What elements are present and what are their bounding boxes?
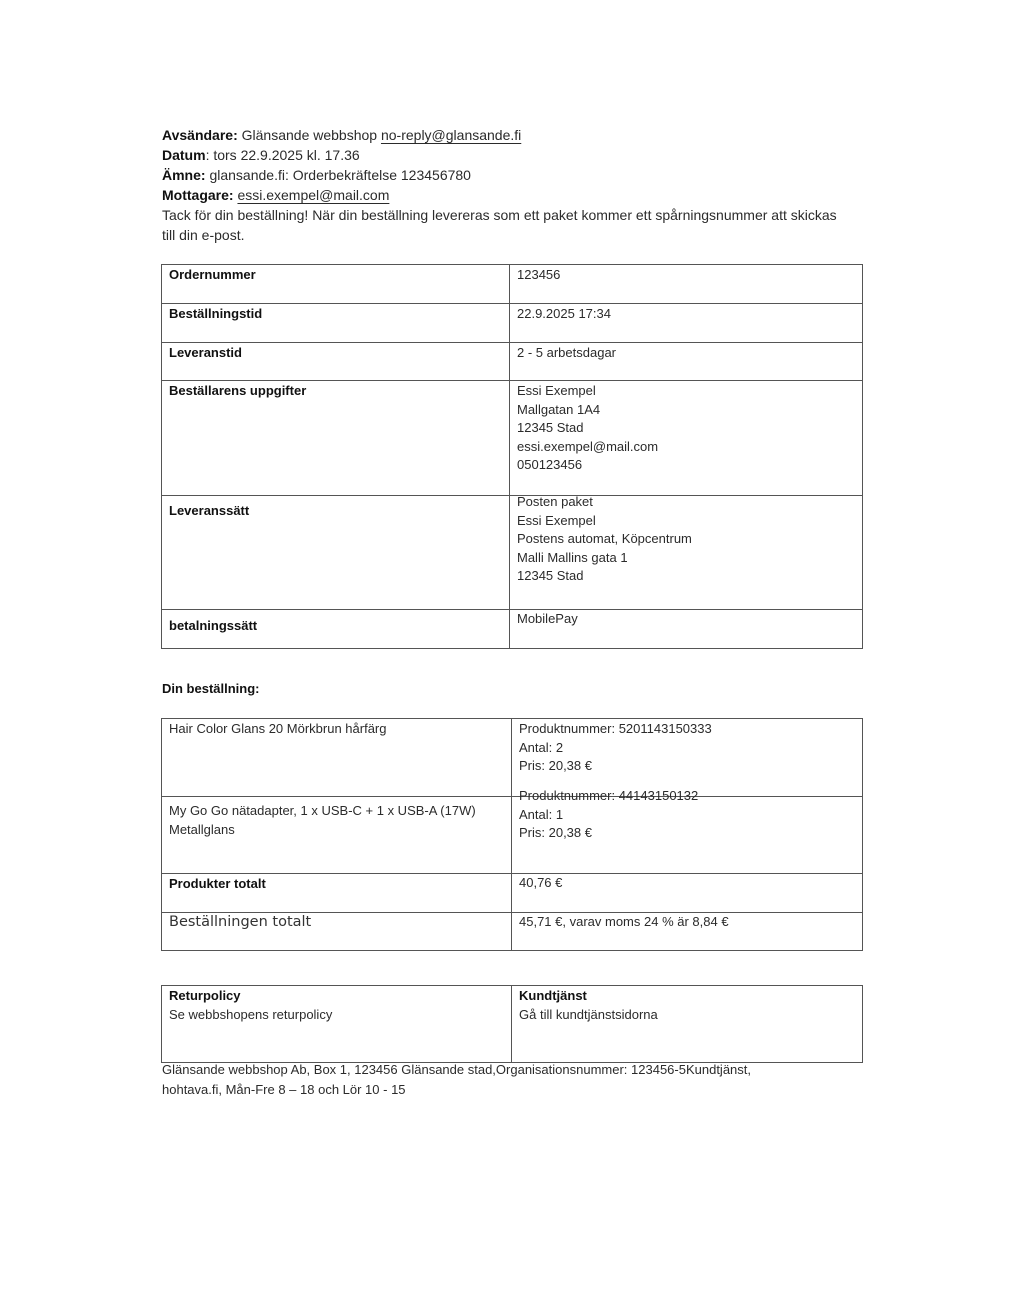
email-header [162,125,862,245]
delivery-city: 12345 Stad [517,568,584,583]
subject-line [162,165,862,185]
item-name: My Go Go nätadapter, 1 x USB-C + 1 x USB-A (17W) Metallglans [162,797,512,874]
delivery-method-label: Leveranssätt [162,496,510,610]
customer-city: 12345 Stad [517,420,584,435]
products-total-value: 40,76 € [512,874,863,913]
table-row [162,496,863,610]
sender-line [162,125,862,145]
item-product-number: Produktnummer: 44143150132 [519,788,699,803]
order-time-label: Beställningstid [162,304,510,343]
sender-email-link[interactable]: no-reply@glansande.fi [380,127,522,143]
products-total-label: Produkter totalt [162,874,512,913]
customer-details [510,381,863,496]
order-items-table [161,718,863,951]
table-row [162,265,863,304]
delivery-method-details [510,496,863,610]
return-policy-label: Returpolicy [169,988,241,1003]
items-section-title: Din beställning: [162,681,260,696]
item-details [512,788,863,874]
table-row [162,343,863,381]
table-row [162,986,863,1063]
table-row [162,797,863,874]
order-time-value: 22.9.2025 17:34 [510,304,863,343]
footer-line: Glänsande webbshop Ab, Box 1, 123456 Glänsande stad,Organisationsnummer: 123456-5Kundtjänst, [162,1062,752,1077]
footer-line: hohtava.fi, Mån-Fre 8 – 18 och Lör 10 - 15 [162,1082,406,1097]
order-total-label: Beställningen totalt [162,913,512,951]
customer-phone: 050123456 [517,457,583,472]
payment-value: MobilePay [510,610,863,649]
item-details [512,719,863,797]
item-price: Pris: 20,38 € [519,758,592,773]
intro-text: Tack för din beställning! När din beställning levereras som ett paket kommer ett spårningsnummer att skickas till din e-post. [162,207,837,243]
customer-service-label: Kundtjänst [519,988,587,1003]
return-policy-link[interactable]: Se webbshopens returpolicy [169,1006,333,1022]
sender-label: Avsändare: [162,127,238,143]
date-label: Datum [162,147,206,163]
customer-name: Essi Exempel [517,383,596,398]
order-number-value: 123456 [510,265,863,304]
customer-street: Mallgatan 1A4 [517,401,601,417]
return-policy-cell [162,986,512,1063]
payment-label: betalningssätt [162,610,510,649]
customer-service-link[interactable]: Gå till kundtjänstsidorna [519,1006,658,1022]
company-footer [162,1060,862,1100]
table-row [162,381,863,496]
delivery-time-value: 2 - 5 arbetsdagar [510,343,863,381]
table-row [162,874,863,913]
date-line [162,145,862,165]
recipient-email-link[interactable]: essi.exempel@mail.com [237,187,390,203]
support-table [161,985,863,1063]
order-total-value: 45,71 €, varav moms 24 % är 8,84 € [512,913,863,951]
date-value: : tors 22.9.2025 kl. 17.36 [205,147,360,163]
recipient-label: Mottagare: [162,187,234,203]
delivery-carrier: Posten paket [517,494,593,509]
subject-label: Ämne: [162,167,206,183]
delivery-recipient: Essi Exempel [517,512,596,528]
subject-value: glansande.fi: Orderbekräftelse 123456780 [209,167,471,183]
delivery-street: Malli Mallins gata 1 [517,549,628,565]
table-row [162,719,863,797]
recipient-line [162,185,862,205]
delivery-point: Postens automat, Köpcentrum [517,531,692,546]
order-number-label: Ordernummer [162,265,510,304]
order-details-table [161,264,863,649]
item-product-number: Produktnummer: 5201143150333 [519,721,712,736]
table-row [162,913,863,951]
delivery-time-label: Leveranstid [162,343,510,381]
table-row [162,610,863,649]
item-quantity: Antal: 1 [519,806,564,822]
item-price: Pris: 20,38 € [519,825,592,840]
item-quantity: Antal: 2 [519,739,564,755]
customer-email: essi.exempel@mail.com [517,438,659,454]
sender-name: Glänsande webbshop [241,127,378,143]
item-name: Hair Color Glans 20 Mörkbrun hårfärg [162,719,512,797]
customer-label: Beställarens uppgifter [162,381,510,496]
customer-service-cell [512,986,863,1063]
table-row [162,304,863,343]
